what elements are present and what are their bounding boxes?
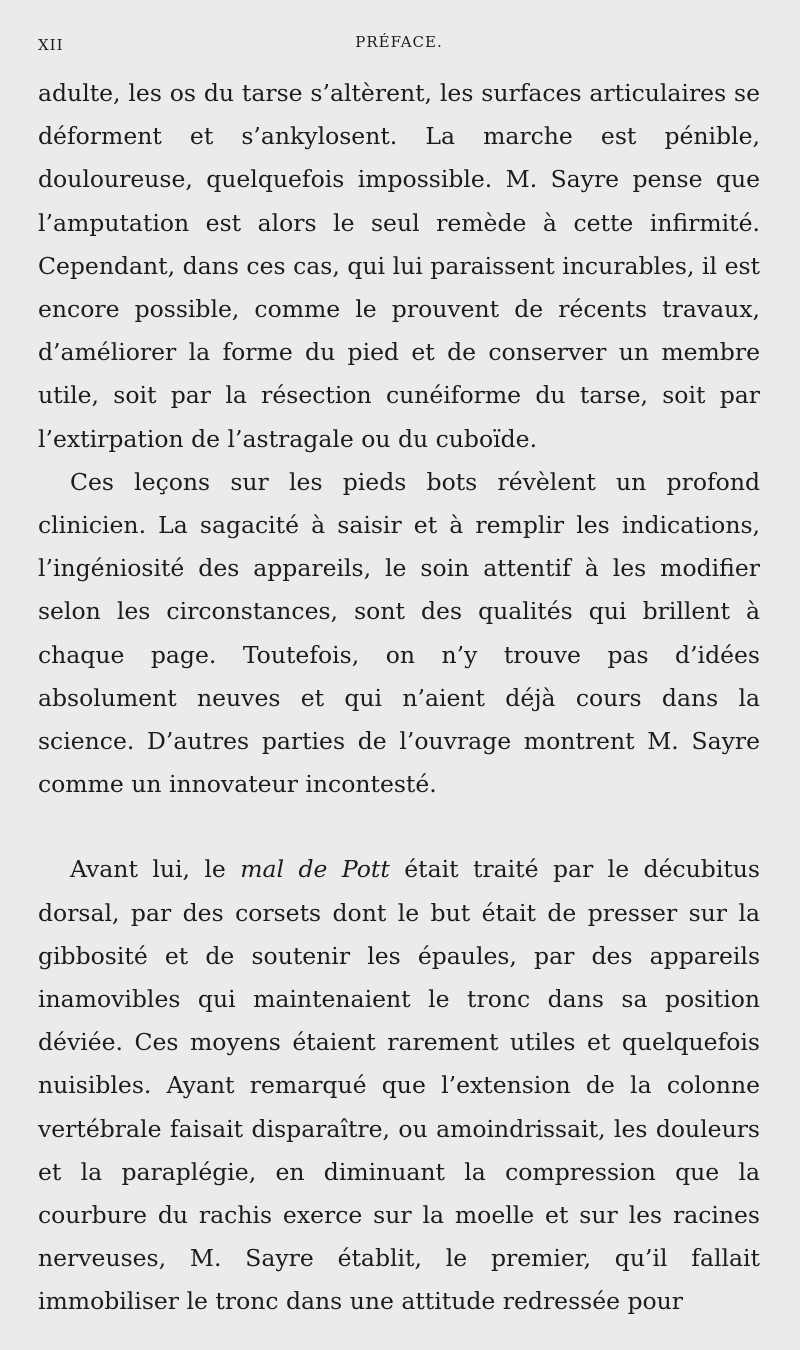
page-number: XII — [38, 36, 64, 54]
paragraph-3 — [38, 848, 760, 1323]
paragraph-1: adulte, les os du tarse s’altèrent, les surfaces articulaires se déforment et s’ankylosent. La marche est pénible, douloureuse, quelquefois impossible. M. Sayre pense que l’amputation est alors le seul remède à cette infirmité. Cependant, dans ces cas, qui lui paraissent incurables, il est encore possible, comme le prouvent de récents travaux, d’améliorer la forme du pied et de conserver un membre utile, soit par la résection cunéiforme du tarse, soit par l’extirpation de l’astragale ou du cuboïde. — [38, 79, 760, 453]
paragraph-3-start: Avant lui, le — [70, 855, 241, 884]
running-head: PRÉFACE. — [355, 33, 443, 51]
body-text — [38, 72, 760, 1324]
italic-term: mal de Pott — [240, 855, 390, 884]
paragraph-2: Ces leçons sur les pieds bots révèlent un profond clinicien. La sagacité à saisir et à remplir les indications, l’ingéniosité des appareils, le soin attentif à les modifier selon les circonstances, sont des qualités qui brillent à chaque page. Toutefois, on n’y trouve pas d’idées absolument neuves et qui n’aient déjà cours dans la science. D’autres parties de l’ouvrage montrent M. Sayre comme un innovateur incontesté. — [38, 467, 760, 799]
paragraph-3-rest: était traité par le décubitus dorsal, par des corsets dont le but était de presser sur la gibbosité et de soutenir les épaules, par des appareils inamovibles qui maintenaient le tronc dans sa position déviée. Ces moyens étaient rarement utiles et quelquefois nuisibles. Ayant remarqué que l’extension de la colonne vertébrale faisait disparaître, ou amoindrissait, les douleurs et la paraplégie, en diminuant la compression que la courbure du rachis exerce sur la moelle et sur les racines nerveuses, M. Sayre établit, le premier, qu’il fallait immobiliser le tronc dans une attitude redressée pour — [38, 855, 760, 1316]
page-header — [38, 28, 760, 56]
